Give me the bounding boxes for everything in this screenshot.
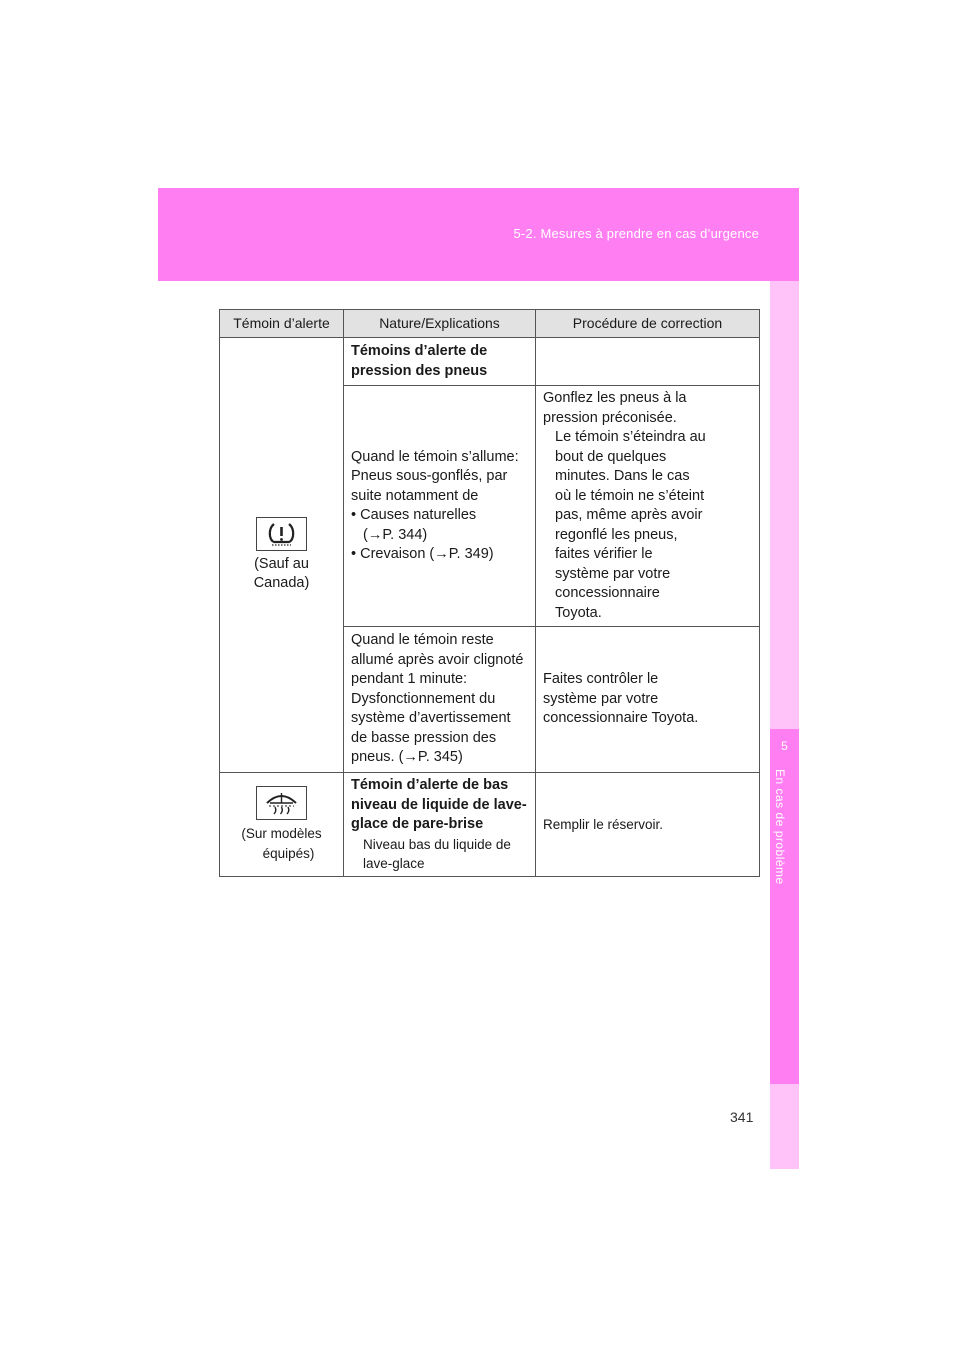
washer-icon-cell — [220, 773, 344, 877]
text-line: allumé après avoir clignoté — [351, 651, 524, 668]
side-tab — [770, 281, 799, 1169]
washer-title-line: Témoin d’alerte de bas — [351, 777, 509, 793]
text-line: minutes. Dans le cas — [555, 468, 690, 484]
column-header: Témoin d’alerte — [220, 310, 344, 338]
text-line: Quand le témoin s’allume: — [351, 448, 519, 465]
washer-fluid-warning-icon — [256, 786, 307, 820]
icon-caption: (Sauf au Canada) — [253, 555, 310, 591]
tire-icon-cell — [220, 338, 344, 773]
correction-cell — [536, 627, 760, 773]
page-number: 341 — [730, 1109, 754, 1125]
text-line: lave-glace — [363, 856, 425, 871]
text-line: système par votre — [543, 690, 659, 707]
bullet-line: • Causes naturelles — [351, 507, 477, 523]
tire-pressure-warning-icon — [256, 517, 307, 551]
text-line: Niveau bas du liquide de — [363, 836, 511, 852]
nature-cell — [344, 627, 536, 773]
chapter-tab[interactable] — [770, 729, 799, 1084]
correction-cell — [536, 338, 760, 386]
text-line: Pneus sous-gonflés, par — [351, 468, 508, 484]
text-line: bout de quelques — [555, 448, 667, 465]
text-line: pression préconisée. — [543, 409, 677, 426]
table-row — [220, 773, 760, 877]
page-ref[interactable]: pneus. (→P. 345) — [351, 749, 463, 766]
icon-caption: (Sur modèles — [241, 826, 322, 841]
column-header: Nature/Explications — [344, 310, 536, 338]
text-line: Toyota. — [555, 604, 602, 621]
text-line: Quand le témoin reste — [351, 632, 494, 649]
text-line: de basse pression des — [351, 729, 497, 746]
chapter-label: En cas de problème — [773, 769, 787, 885]
text-line: système d’avertissement — [351, 710, 511, 727]
tire-title-line: pression des pneus — [351, 362, 488, 379]
nature-cell — [344, 386, 536, 627]
correction-cell — [536, 773, 760, 877]
chapter-number: 5 — [781, 739, 788, 753]
text-line: regonflé les pneus, — [555, 526, 678, 543]
header-band — [158, 188, 799, 281]
text-line: système par votre — [555, 565, 671, 582]
text-line: pendant 1 minute: — [351, 671, 468, 688]
washer-title-line: niveau de liquide de lave- — [351, 796, 527, 813]
warning-table — [219, 309, 760, 877]
column-header: Procédure de correction — [536, 310, 760, 338]
text-line: Dysfonctionnement du — [351, 690, 496, 707]
text-line: Le témoin s’éteindra au — [555, 429, 706, 445]
page-ref[interactable]: (→P. 344) — [363, 526, 428, 543]
text-line: Remplir le réservoir. — [543, 816, 664, 832]
table-header-row — [220, 310, 760, 338]
text-line: suite notamment de — [351, 487, 479, 504]
nature-cell — [344, 338, 536, 386]
icon-caption: équipés) — [262, 845, 315, 861]
nature-cell — [344, 773, 536, 877]
table-row — [220, 338, 760, 386]
tire-title-line: Témoins d’alerte de — [351, 343, 488, 359]
text-line: concessionnaire Toyota. — [543, 710, 699, 727]
correction-cell — [536, 386, 760, 627]
text-line: Faites contrôler le — [543, 671, 659, 688]
washer-title-line: glace de pare-brise — [351, 816, 484, 832]
text-line: Gonflez les pneus à la — [543, 390, 687, 406]
text-line: faites vérifier le — [555, 546, 653, 562]
bullet-line[interactable]: • Crevaison (→P. 349) — [351, 546, 494, 562]
text-line: pas, même après avoir — [555, 507, 703, 523]
text-line: concessionnaire — [555, 585, 660, 601]
section-title: 5-2. Mesures à prendre en cas d’urgence — [513, 226, 759, 241]
text-line: où le témoin ne s’éteint — [555, 487, 705, 504]
